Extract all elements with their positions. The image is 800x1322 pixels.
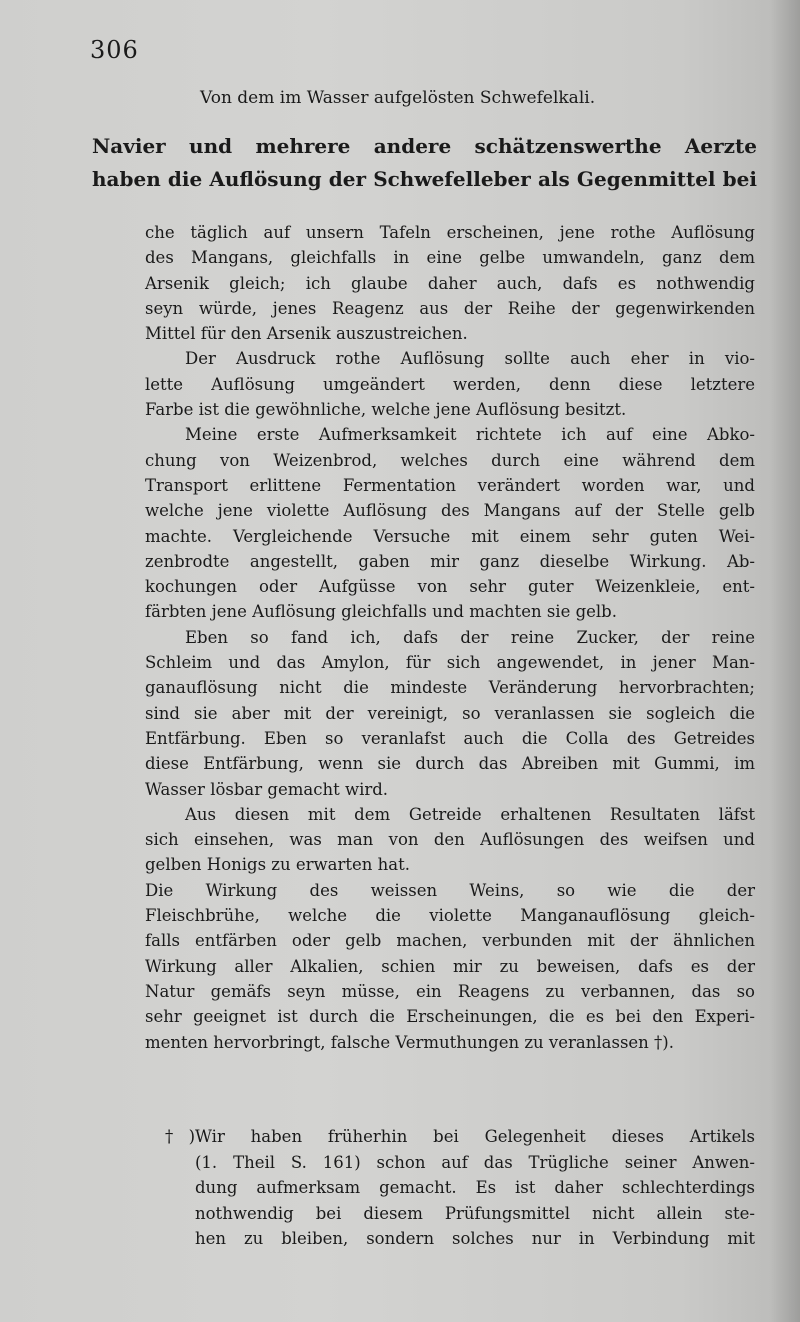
text-line: Fleischbrühe, welche die violette Manganauflösung gleich- <box>145 906 755 926</box>
text-line: Wirkung aller Alkalien, schien mir zu beweisen, dafs es der <box>145 956 755 976</box>
text-line: Wasser lösbar gemacht wird. <box>145 779 389 799</box>
text-line: Eben so fand ich, dafs der reine Zucker, der reine <box>185 627 755 647</box>
running-head: Von dem im Wasser aufgelösten Schwefelkali. <box>200 88 596 108</box>
heading-line: haben die Auflösung der Schwefelleber als Gegenmittel bei <box>92 167 757 191</box>
text-line: Mittel für den Arsenik auszustreichen. <box>145 324 468 344</box>
text-line: seyn würde, jenes Reagenz aus der Reihe der gegenwirkenden <box>145 298 755 318</box>
page-edge-shadow <box>770 0 800 1322</box>
text-line: ganauflösung nicht die mindeste Veränderung hervorbrachten; <box>145 678 755 698</box>
footnote-line: dung aufmerksam gemacht. Es ist daher schlechterdings <box>195 1178 755 1197</box>
footnote-line: hen zu bleiben, sondern solches nur in Verbindung mit <box>195 1229 755 1248</box>
text-line: sich einsehen, was man von den Auflösungen des weifsen und <box>145 830 755 850</box>
text-line: Schleim und das Amylon, für sich angewendet, in jener Man- <box>145 653 755 673</box>
text-line: machte. Vergleichende Versuche mit einem sehr guten Wei- <box>145 526 755 546</box>
footnote-line <box>165 1124 755 1150</box>
text-line: gelben Honigs zu erwarten hat. <box>145 855 410 875</box>
text-line: kochungen oder Aufgüsse von sehr guter Weizenkleie, ent- <box>145 577 755 597</box>
footnote-text: Wir haben früherhin bei Gelegenheit dieses Artikels <box>195 1127 755 1146</box>
text-line: Transport erlittene Fermentation verändert worden war, und <box>145 475 755 495</box>
body-text <box>145 220 755 1055</box>
text-line: welche jene violette Auflösung des Mangans auf der Stelle gelb <box>145 501 755 521</box>
footnote-line: nothwendig bei diesem Prüfungsmittel nicht allein ste- <box>195 1203 755 1223</box>
text-line: Die Wirkung des weissen Weins, so wie die der <box>145 880 755 900</box>
text-line: lette Auflösung umgeändert werden, denn diese letztere <box>145 374 755 394</box>
text-line: zenbrodte angestellt, gaben mir ganz dieselbe Wirkung. Ab- <box>145 551 755 571</box>
text-line: Entfärbung. Eben so veranlafst auch die Colla des Getreides <box>145 728 755 748</box>
text-line: Der Ausdruck rothe Auflösung sollte auch eher in vio- <box>185 349 755 369</box>
heading-line: Navier und mehrere andere schätzenswerthe Aerzte <box>92 134 757 158</box>
footnote <box>165 1124 755 1252</box>
text-line: sind sie aber mit der vereinigt, so veranlassen sie sogleich die <box>145 703 755 723</box>
text-line: Meine erste Aufmerksamkeit richtete ich auf eine Abko- <box>185 425 755 445</box>
text-line: Arsenik gleich; ich glaube daher auch, dafs es nothwendig <box>145 273 755 293</box>
text-line: menten hervorbringt, falsche Vermuthungen zu veranlassen †). <box>145 1032 674 1052</box>
text-line: Natur gemäfs seyn müsse, ein Reagens zu verbannen, das so <box>145 981 755 1001</box>
text-line: des Mangans, gleichfalls in eine gelbe umwandeln, ganz dem <box>145 248 755 268</box>
text-line: färbten jene Auflösung gleichfalls und machten sie gelb. <box>145 602 617 622</box>
page-number: 306 <box>90 36 139 64</box>
text-line: Farbe ist die gewöhnliche, welche jene Auflösung besitzt. <box>145 400 627 420</box>
footnote-line: (1. Theil S. 161) schon auf das Trügliche seiner Anwen- <box>195 1152 755 1172</box>
section-heading <box>92 130 757 196</box>
text-line: che täglich auf unsern Tafeln erscheinen, jene rothe Auflösung <box>145 223 755 242</box>
footnote-mark: †) <box>165 1127 195 1146</box>
text-line: diese Entfärbung, wenn sie durch das Abreiben mit Gummi, im <box>145 754 755 774</box>
text-line: Aus diesen mit dem Getreide erhaltenen Resultaten läfst <box>185 804 755 824</box>
text-line: sehr geeignet ist durch die Erscheinungen, die es bei den Experi- <box>145 1007 755 1027</box>
text-line: chung von Weizenbrod, welches durch eine während dem <box>145 450 755 470</box>
text-line: falls entfärben oder gelb machen, verbunden mit der ähnlichen <box>145 931 755 951</box>
